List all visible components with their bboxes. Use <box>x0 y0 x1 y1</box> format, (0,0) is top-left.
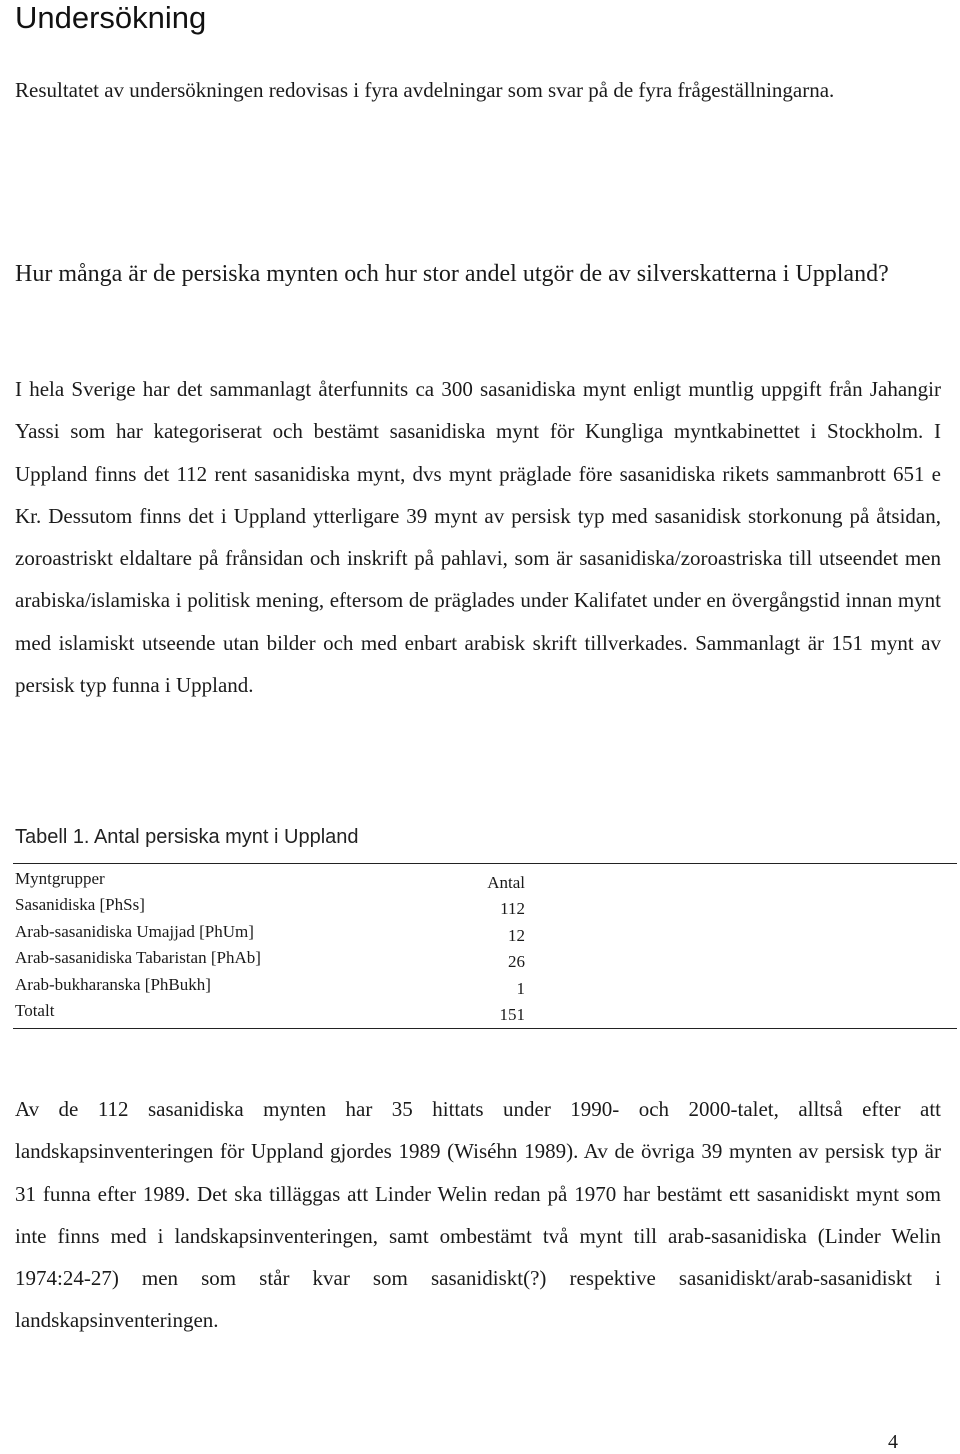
table-cell-count: 1 <box>516 979 525 998</box>
research-question: Hur många är de persiska mynten och hur stor andel utgör de av silverskatterna i Uppland? <box>15 261 889 287</box>
table-row-total <box>15 998 525 1024</box>
table-header-row <box>15 866 525 892</box>
table-header-label: Myntgrupper <box>15 869 105 888</box>
table-cell-group: Arab-bukharanska [PhBukh] <box>15 975 211 994</box>
body-paragraph-1: I hela Sverige har det sammanlagt återfunnits ca 300 sasanidiska mynt enligt muntlig uppgift från Jahangir Yassi som har kategoriserat och bestämt sasanidiska mynt för Kungliga myntkabinettet i Stockholm. I Uppland finns det 112 rent sasanidiska mynt, dvs mynt präglade före sasanidiska rikets sammanbrott 651 e Kr. Dessutom finns det i Uppland ytterligare 39 mynt av persisk typ med sasanidisk storkonung på åtsidan, zoroastriskt eldaltare på frånsidan och inskrift på pahlavi, som är sasanidiska/zoroastriska till utseendet men arabiska/islamiska i politisk mening, eftersom de präglades under Kalifatet under en övergångstid innan mynt med islamiskt utseende utan bilder och med enbart arabisk skrift tillverkades. Sammanlagt är 151 mynt av persisk typ funna i Uppland. <box>15 377 941 698</box>
table-cell-count: 151 <box>499 1005 525 1024</box>
intro-paragraph: Resultatet av undersökningen redovisas i fyra avdelningar som svar på de fyra frågeställningarna. <box>15 78 835 102</box>
table-top-rule <box>13 863 957 864</box>
table-bottom-rule <box>13 1028 957 1029</box>
section-heading: Undersökning <box>15 0 207 35</box>
table-cell-count: 112 <box>500 899 525 918</box>
table-caption: Tabell 1. Antal persiska mynt i Uppland <box>15 826 359 848</box>
table-cell-group: Totalt <box>15 1001 55 1020</box>
table-header-value: Antal <box>487 873 525 892</box>
table-cell-group: Arab-sasanidiska Tabaristan [PhAb] <box>15 948 261 967</box>
table-row <box>15 972 525 998</box>
body-paragraph-2: Av de 112 sasanidiska mynten har 35 hittats under 1990- och 2000-talet, alltså efter att landskapsinventeringen för Uppland gjordes 1989 (Wiséhn 1989). Av de övriga 39 mynten av persisk typ är 31 funna efter 1989. Det ska tilläggas att Linder Welin redan på 1970 har bestämt ett sasanidiskt mynt som inte finns med i landskapsinventeringen, samt ombestämt två mynt till arab-sasanidiska (Linder Welin 1974:24-27) men som står kvar som sasanidiskt(?) respektive sasanidiskt/arab-sasanidiskt i landskapsinventeringen. <box>15 1097 941 1333</box>
table-cell-count: 26 <box>508 952 525 971</box>
table-cell-count: 12 <box>508 926 525 945</box>
table-row <box>15 945 525 971</box>
table-cell-group: Arab-sasanidiska Umajjad [PhUm] <box>15 922 254 941</box>
page-number: 4 <box>888 1431 898 1453</box>
table-row <box>15 892 525 918</box>
table-cell-group: Sasanidiska [PhSs] <box>15 895 145 914</box>
table-row <box>15 919 525 945</box>
